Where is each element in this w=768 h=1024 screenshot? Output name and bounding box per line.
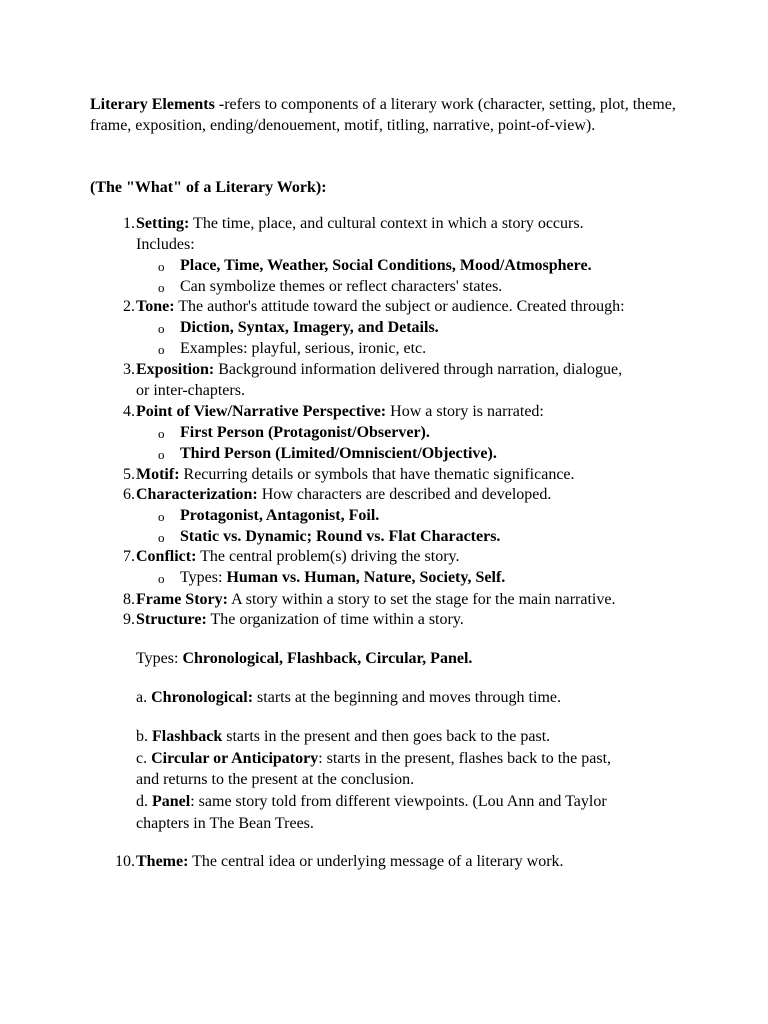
section-heading-text: (The "What" of a Literary Work): (90, 179, 327, 196)
sub-text: : same story told from different viewpoints. (Lou Ann and Taylor (190, 793, 607, 810)
item-text: Background information delivered through narration, dialogue, (214, 361, 623, 378)
item-text: How a story is narrated: (386, 403, 544, 420)
sub-bold: First Person (Protagonist/Observer). (180, 424, 430, 441)
item-number: 5. (123, 466, 135, 483)
sub-bold: Human vs. Human, Nature, Society, Self. (226, 569, 506, 586)
item-number: 9. (123, 611, 135, 628)
item-number: 8. (123, 591, 135, 608)
item-text-cont: or inter-chapters. (136, 382, 245, 399)
item-text: The author's attitude toward the subject or audience. Created through: (174, 298, 625, 315)
section-heading (90, 177, 680, 198)
structure-d (136, 791, 676, 812)
sub-prefix: b. (136, 728, 152, 745)
structure-c (136, 748, 676, 769)
sub-text: starts at the beginning and moves through time. (253, 689, 561, 706)
sub-text: Types: (180, 569, 227, 586)
item-number: 7. (123, 548, 135, 565)
sub-text: Examples: playful, serious, ironic, etc. (180, 340, 427, 357)
bullet-icon: o (158, 321, 165, 336)
item-term: Characterization: (136, 486, 258, 503)
bullet-icon: o (158, 342, 165, 357)
sub-text: Can symbolize themes or reflect characters' states. (180, 278, 503, 295)
bullet-icon: o (158, 447, 165, 462)
item-number: 2. (123, 298, 135, 315)
bullet-icon: o (158, 530, 165, 545)
item-number: 4. (123, 403, 135, 420)
sub-bold: Third Person (Limited/Omniscient/Objective). (180, 445, 497, 462)
bullet-icon: o (158, 259, 165, 274)
sub-term: Flashback (152, 728, 223, 745)
item-number: 6. (123, 486, 135, 503)
bullet-icon: o (158, 571, 165, 586)
intro-paragraph (90, 94, 680, 136)
item-term: Conflict: (136, 548, 197, 565)
bullet-icon: o (158, 280, 165, 295)
item-text-cont: Includes: (136, 236, 195, 253)
bullet-icon: o (158, 509, 165, 524)
types-bold: Chronological, Flashback, Circular, Panel. (182, 650, 473, 667)
item-number: 3. (123, 361, 135, 378)
sub-text: starts in the present and then goes back to the past. (222, 728, 551, 745)
sub-term: Circular or Anticipatory (151, 750, 319, 767)
structure-b (136, 726, 676, 747)
sub-prefix: c. (136, 750, 152, 767)
item-term: Tone: (136, 298, 175, 315)
intro-definition: refers to components of a literary work (character, setting, plot, theme, frame, exposition, ending/denouement, motif, titling, narrative, point-of-view). (90, 96, 676, 134)
structure-types (136, 648, 676, 669)
item-number: 1. (123, 215, 135, 232)
sub-prefix: a. (136, 689, 152, 706)
sub-term: Panel (152, 793, 191, 810)
sub-prefix: d. (136, 793, 152, 810)
sub-text: : starts in the present, flashes back to the past, (318, 750, 612, 767)
item-term: Point of View/Narrative Perspective: (136, 403, 387, 420)
sub-term: Chronological: (151, 689, 254, 706)
item-term: Structure: (136, 611, 207, 628)
intro-term: Literary Elements - (90, 96, 225, 113)
item-text: The time, place, and cultural context in which a story occurs. (189, 215, 584, 232)
bullet-icon: o (158, 426, 165, 441)
types-label: Types: (136, 650, 183, 667)
item-text: The central idea or underlying message of a literary work. (188, 853, 564, 870)
item-text: A story within a story to set the stage for the main narrative. (227, 591, 616, 608)
sub-bold: Protagonist, Antagonist, Foil. (180, 507, 380, 524)
sub-bold: Diction, Syntax, Imagery, and Details. (180, 319, 439, 336)
item-term: Exposition: (136, 361, 215, 378)
item-term: Setting: (136, 215, 190, 232)
item-text: The central problem(s) driving the story. (196, 548, 460, 565)
item-number: 10. (115, 853, 135, 870)
sub-bold: Place, Time, Weather, Social Conditions, Mood/Atmosphere. (180, 257, 592, 274)
structure-c-cont: and returns to the present at the conclusion. (136, 771, 415, 788)
structure-d-cont: chapters in The Bean Trees. (136, 815, 314, 832)
item-term: Frame Story: (136, 591, 228, 608)
item-term: Theme: (136, 853, 189, 870)
item-text: How characters are described and developed. (257, 486, 552, 503)
item-text: Recurring details or symbols that have thematic significance. (179, 466, 575, 483)
structure-a (136, 687, 676, 708)
item-text: The organization of time within a story. (206, 611, 464, 628)
sub-bold: Static vs. Dynamic; Round vs. Flat Characters. (180, 528, 501, 545)
item-term: Motif: (136, 466, 180, 483)
